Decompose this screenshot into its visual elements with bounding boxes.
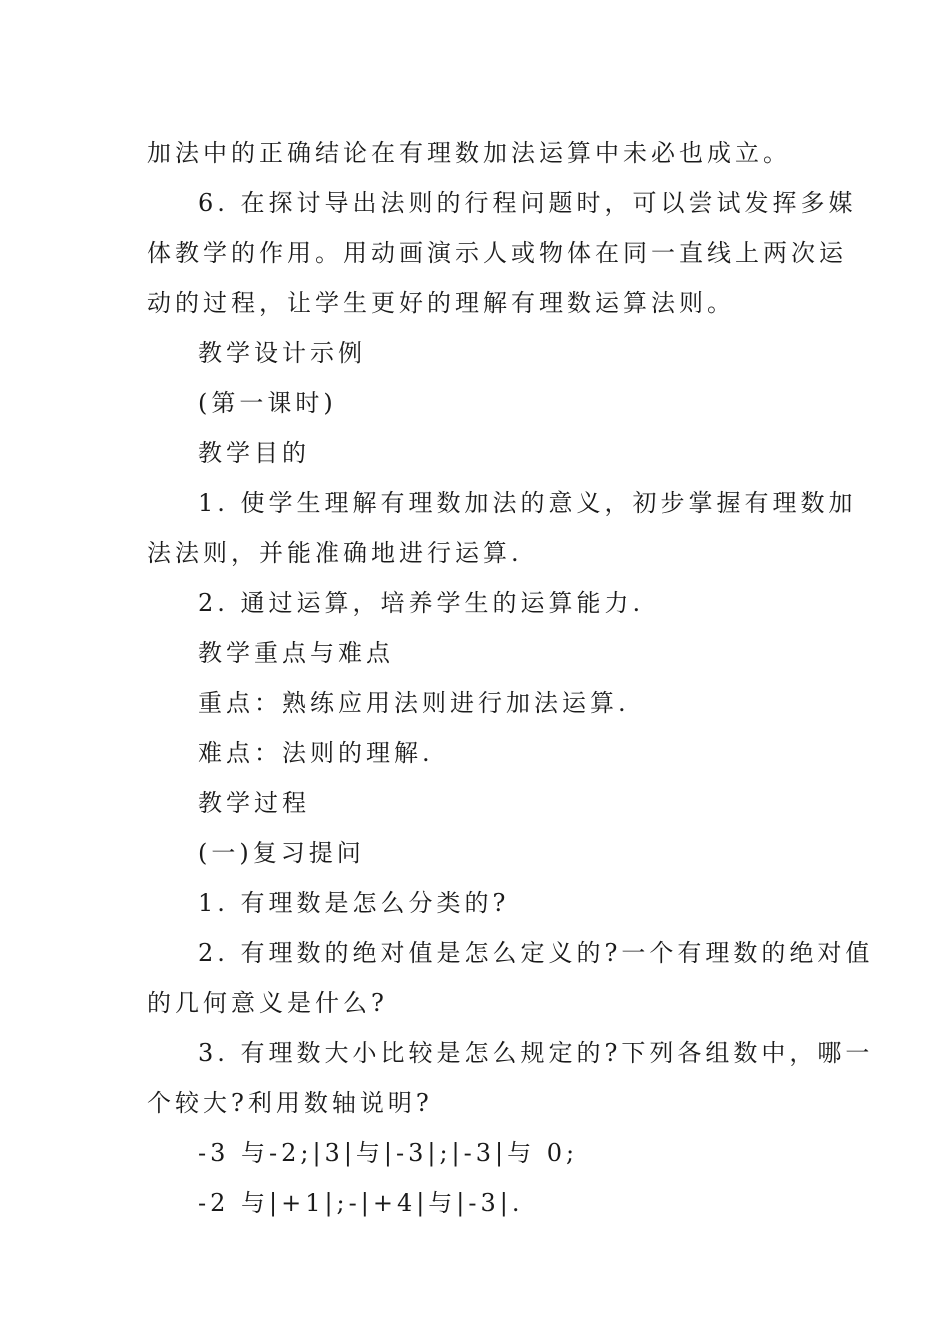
lesson-label: (第一课时)	[198, 389, 337, 417]
question-item: 2. 有理数的绝对值是怎么定义的?一个有理数的绝对值	[198, 939, 874, 967]
subsection-heading: (一)复习提问	[198, 839, 365, 867]
paragraph-line: 1. 使学生理解有理数加法的意义，初步掌握有理数加	[198, 489, 857, 517]
question-item: 3. 有理数大小比较是怎么规定的?下列各组数中，哪一	[198, 1039, 874, 1067]
math-expression-line: -3 与-2;|3|与|-3|;|-3|与 0;	[198, 1139, 579, 1167]
section-heading: 教学过程	[198, 789, 310, 817]
paragraph-line: 的几何意义是什么?	[147, 989, 388, 1017]
paragraph-line: 加法中的正确结论在有理数加法运算中未必也成立。	[147, 139, 791, 167]
paragraph-line: 6. 在探讨导出法则的行程问题时，可以尝试发挥多媒	[198, 189, 857, 217]
question-item: 1. 有理数是怎么分类的?	[198, 889, 510, 917]
math-expression-line: -2 与|+1|;-|+4|与|-3|.	[198, 1189, 524, 1217]
paragraph-line: 2. 通过运算，培养学生的运算能力.	[198, 589, 645, 617]
paragraph-line: 个较大?利用数轴说明?	[147, 1089, 433, 1117]
paragraph-line: 难点：法则的理解.	[198, 739, 434, 767]
paragraph-line: 重点：熟练应用法则进行加法运算.	[198, 689, 630, 717]
section-heading: 教学设计示例	[198, 339, 366, 367]
section-heading: 教学目的	[198, 439, 310, 467]
paragraph-line: 法法则，并能准确地进行运算.	[147, 539, 523, 567]
paragraph-line: 动的过程，让学生更好的理解有理数运算法则。	[147, 289, 735, 317]
section-heading: 教学重点与难点	[198, 639, 394, 667]
paragraph-line: 体教学的作用。用动画演示人或物体在同一直线上两次运	[147, 239, 847, 267]
document-page	[147, 128, 874, 1228]
